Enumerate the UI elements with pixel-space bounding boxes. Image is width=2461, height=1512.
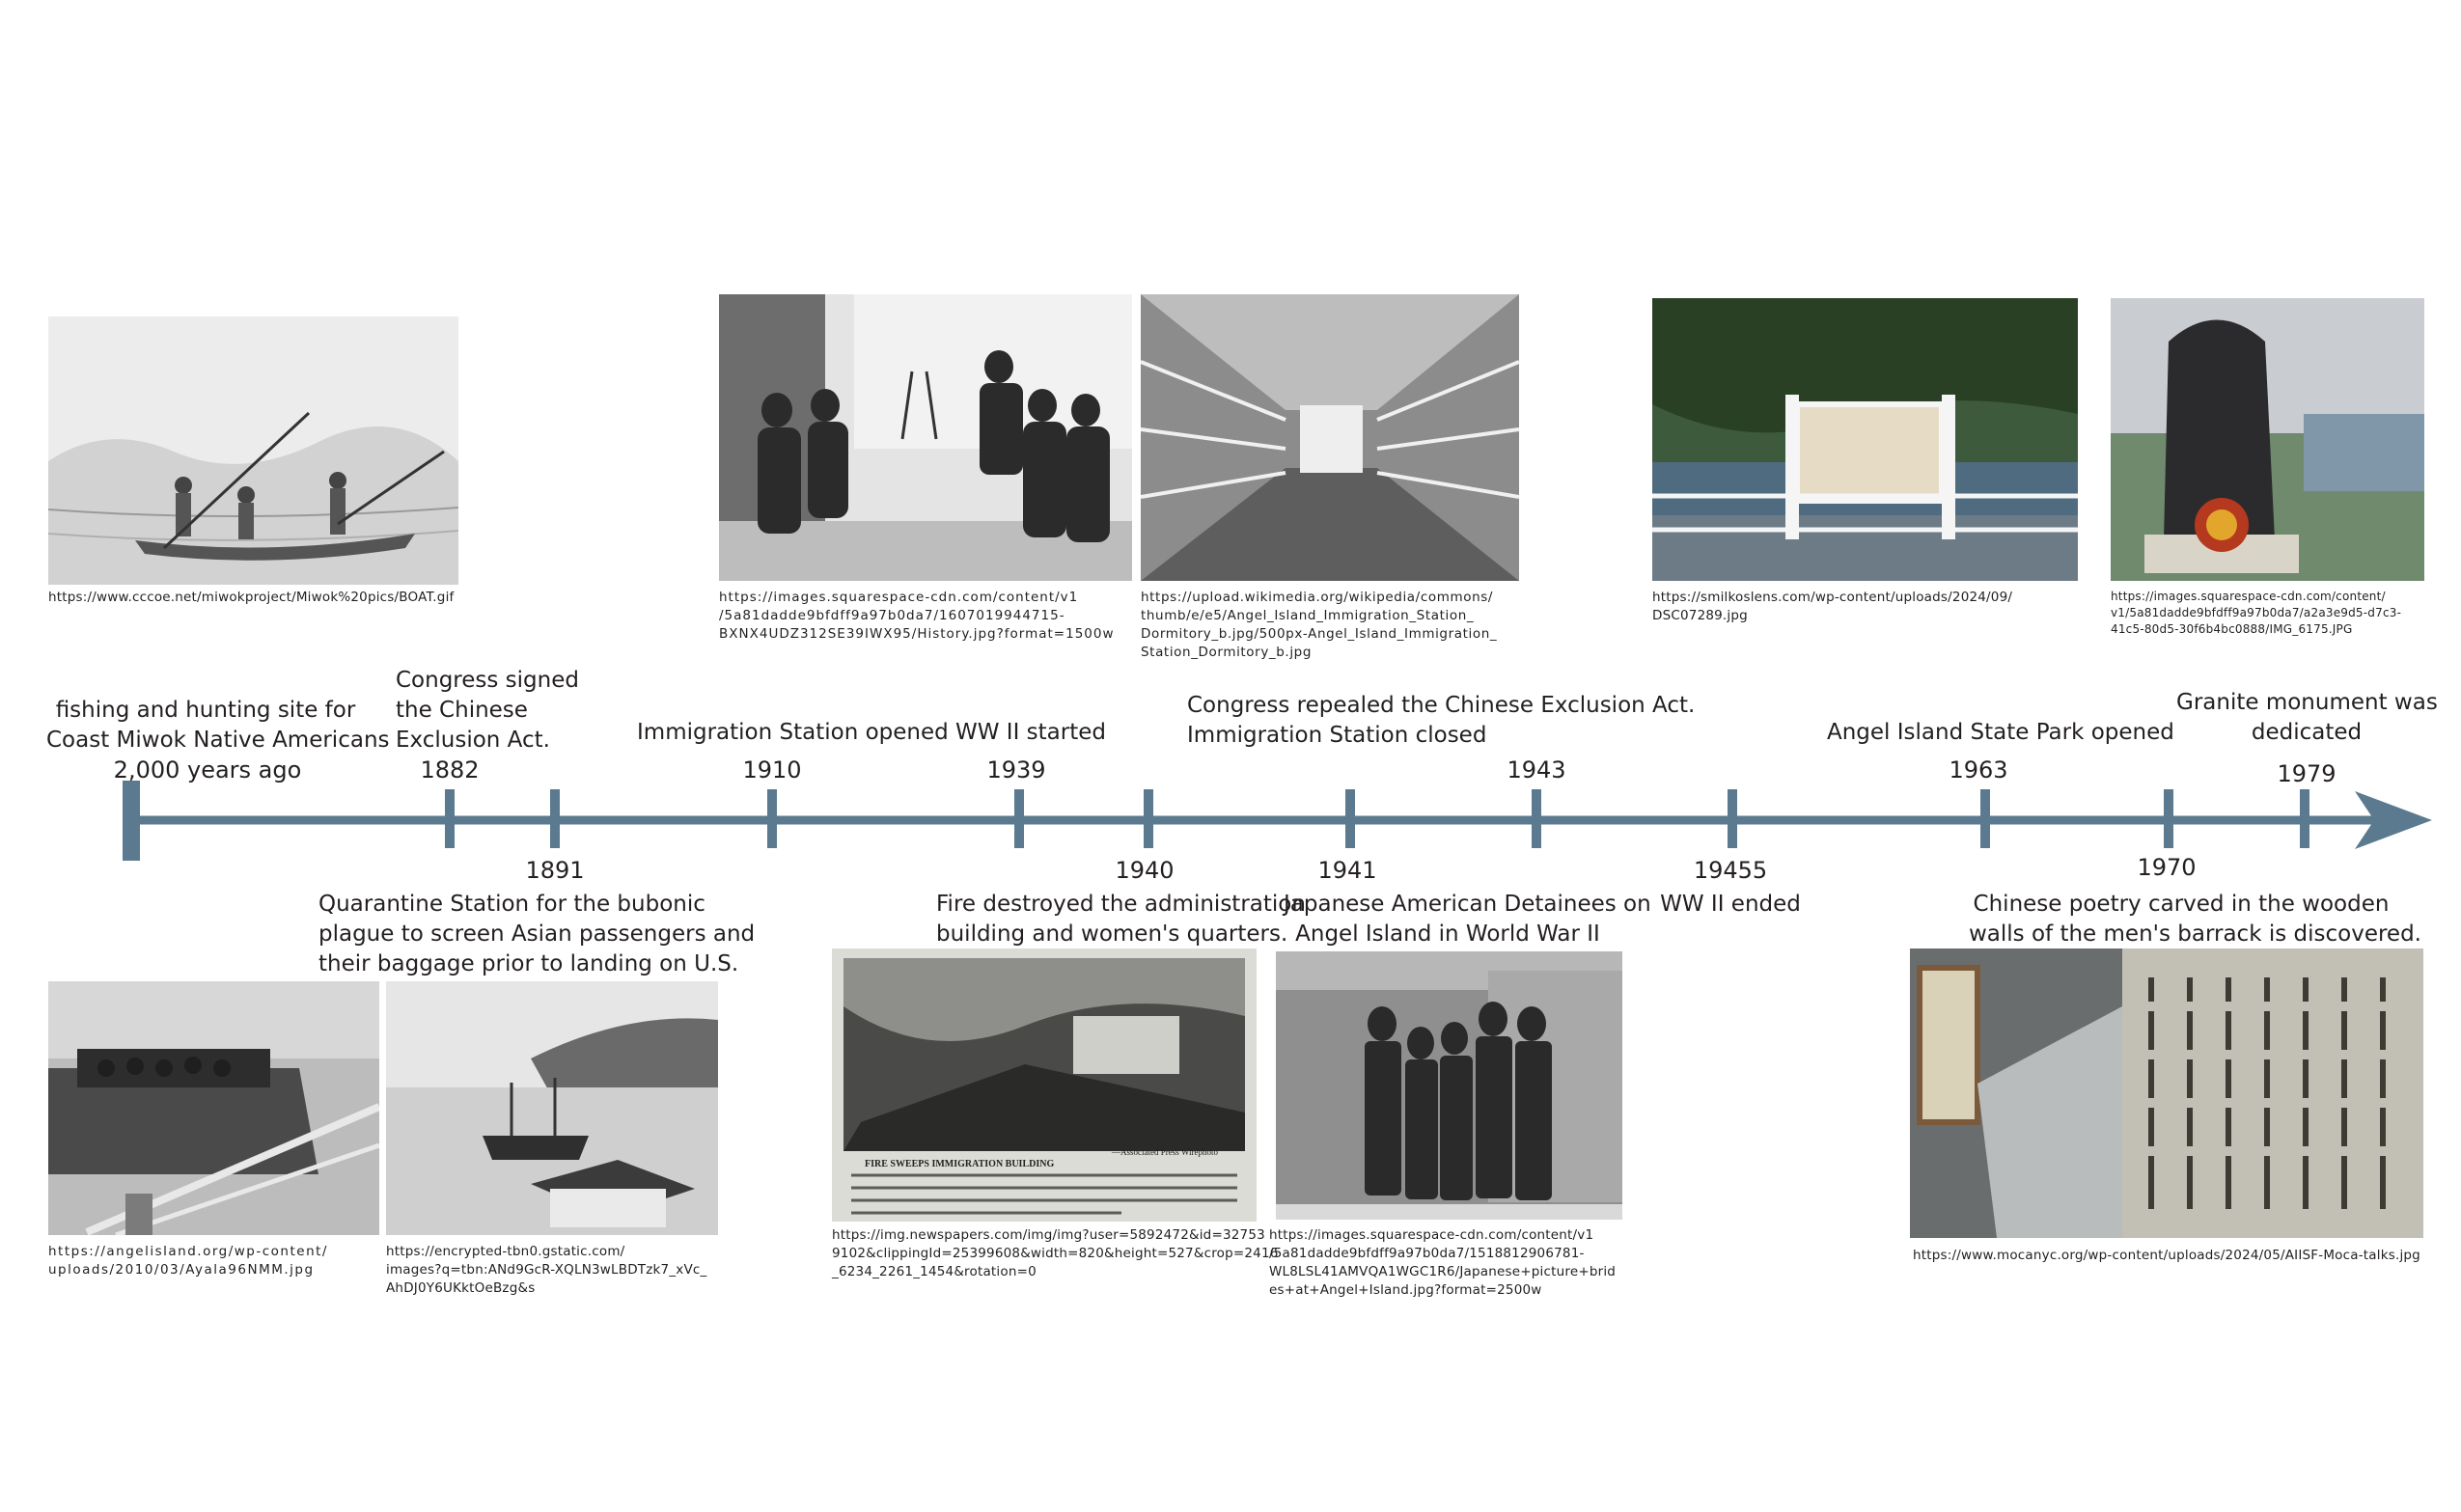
event-label-1943: Congress repealed the Chinese Exclusion Act. Immigration Station closed xyxy=(1187,693,1696,748)
event-label-1910: Immigration Station opened xyxy=(637,720,949,745)
quarantine-ferry-photo xyxy=(48,981,379,1235)
source-url-station: https://encrypted-tbn0.gstatic.com/ images?q=tbn:ANd9GcR-XQLN3wLBDTzk7_xVc_ AhDJ0Y6UKktOeBzg&s xyxy=(386,1244,707,1296)
event-year-1939: 1939 xyxy=(986,756,1046,783)
event-year-1979: 1979 xyxy=(2277,760,2337,787)
tick-1945 xyxy=(1728,789,1737,848)
event-year-2000-years-ago: 2,000 years ago xyxy=(113,756,302,783)
tick-1910 xyxy=(767,789,777,848)
tick-1941 xyxy=(1345,789,1355,848)
event-label-1891: Quarantine Station for the bubonic plague to screen Asian passengers and their baggage prior to landing on U.S. xyxy=(318,892,756,976)
source-url-newspaper: https://img.newspapers.com/img/img?user=5892472&id=32753 9102&clippingId=25399608&width=820&height=527&crop=2416 _6234_2261_1454&rotation=0 xyxy=(832,1227,1279,1279)
source-url-monument: https://images.squarespace-cdn.com/content/ v1/5a81dadde9bfdff9a97b0da7/a2a3e9d5-d7c3- 41c5-80d5-30f6b4bc0888/IMG_6175.JPG xyxy=(2111,590,2402,636)
source-url-women: https://images.squarespace-cdn.com/content/v1 /5a81dadde9bfdff9a97b0da7/1607019944715- BXNX4UDZ312SE39IWX95/History.jpg?format=1500w xyxy=(719,590,1115,642)
angel-island-sign-photo xyxy=(1652,298,2078,581)
tick-1891 xyxy=(550,789,560,848)
event-year-1970: 1970 xyxy=(2137,854,2197,881)
japanese-detainees-photo xyxy=(1276,951,1622,1220)
source-url-detainees: https://images.squarespace-cdn.com/content/v1 /5a81dadde9bfdff9a97b0da7/1518812906781- WL8LSL41AMVQA1WGC1R6/Japanese+picture+brid es+at+Angel+Island.jpg?format=2500w xyxy=(1269,1227,1617,1298)
tick-1939 xyxy=(1014,789,1024,848)
event-label-1945: WW II ended xyxy=(1660,892,1801,917)
tick-1963 xyxy=(1980,789,1990,848)
source-url-ferry: https://angelisland.org/wp-content/ uploads/2010/03/Ayala96NMM.jpg xyxy=(48,1244,328,1278)
event-year-1941: 1941 xyxy=(1317,857,1377,884)
event-label-1939: WW II started xyxy=(955,720,1106,745)
tick-1940 xyxy=(1144,789,1153,848)
event-year-1910: 1910 xyxy=(742,756,802,783)
newspaper-headline: FIRE SWEEPS IMMIGRATION BUILDING xyxy=(865,1159,1055,1169)
event-label-1970: Chinese poetry carved in the wooden walls of the men's barrack is discovered. xyxy=(1969,892,2421,947)
tick-1943 xyxy=(1532,789,1541,848)
source-url-dormitory: https://upload.wikimedia.org/wikipedia/commons/ thumb/e/e5/Angel_Island_Immigration_Station_ Dormitory_b.jpg/500px-Angel_Island_Immigration_ Station_Dormitory_b.jpg xyxy=(1141,590,1498,660)
miwok-boat-engraving xyxy=(48,316,458,585)
event-label-1940: Fire destroyed the administration building and women's quarters. xyxy=(936,892,1306,947)
event-label-miwok: fishing and hunting site for Coast Miwok Native Americans xyxy=(46,698,390,753)
event-label-1979: Granite monument was dedicated xyxy=(2176,690,2438,745)
event-label-1941: Japanese American Detainees on Angel Island in World War II xyxy=(1284,892,1651,947)
dormitory-bunks-photo xyxy=(1141,294,1519,581)
fire-newspaper-clipping xyxy=(832,948,1257,1222)
source-url-poetry: https://www.mocanyc.org/wp-content/uploads/2024/05/AIISF-Moca-talks.jpg xyxy=(1913,1248,2420,1263)
detained-women-photo xyxy=(719,294,1132,581)
tick-1970 xyxy=(2164,789,2173,848)
axis-start-cap xyxy=(123,781,140,861)
event-year-1891: 1891 xyxy=(525,857,585,884)
barrack-poetry-photo xyxy=(1910,948,2423,1238)
source-url-sign: https://smilkoslens.com/wp-content/uploads/2024/09/ DSC07289.jpg xyxy=(1652,590,2013,623)
quarantine-station-photo xyxy=(386,981,718,1235)
granite-monument-photo xyxy=(2111,298,2424,581)
newspaper-credit: —Associated Press Wirephoto xyxy=(1112,1147,1218,1157)
event-year-1963: 1963 xyxy=(1949,756,2008,783)
event-label-1963: Angel Island State Park opened xyxy=(1827,720,2174,745)
tick-1882 xyxy=(445,789,455,848)
event-year-1940: 1940 xyxy=(1115,857,1175,884)
event-year-1943: 1943 xyxy=(1507,756,1566,783)
event-year-19455: 19455 xyxy=(1693,857,1768,884)
tick-1979 xyxy=(2300,789,2309,848)
event-label-1882: Congress signed the Chinese Exclusion Act. xyxy=(396,668,579,753)
event-year-1882: 1882 xyxy=(420,756,480,783)
source-url-miwok: https://www.cccoe.net/miwokproject/Miwok%20pics/BOAT.gif xyxy=(48,590,455,605)
